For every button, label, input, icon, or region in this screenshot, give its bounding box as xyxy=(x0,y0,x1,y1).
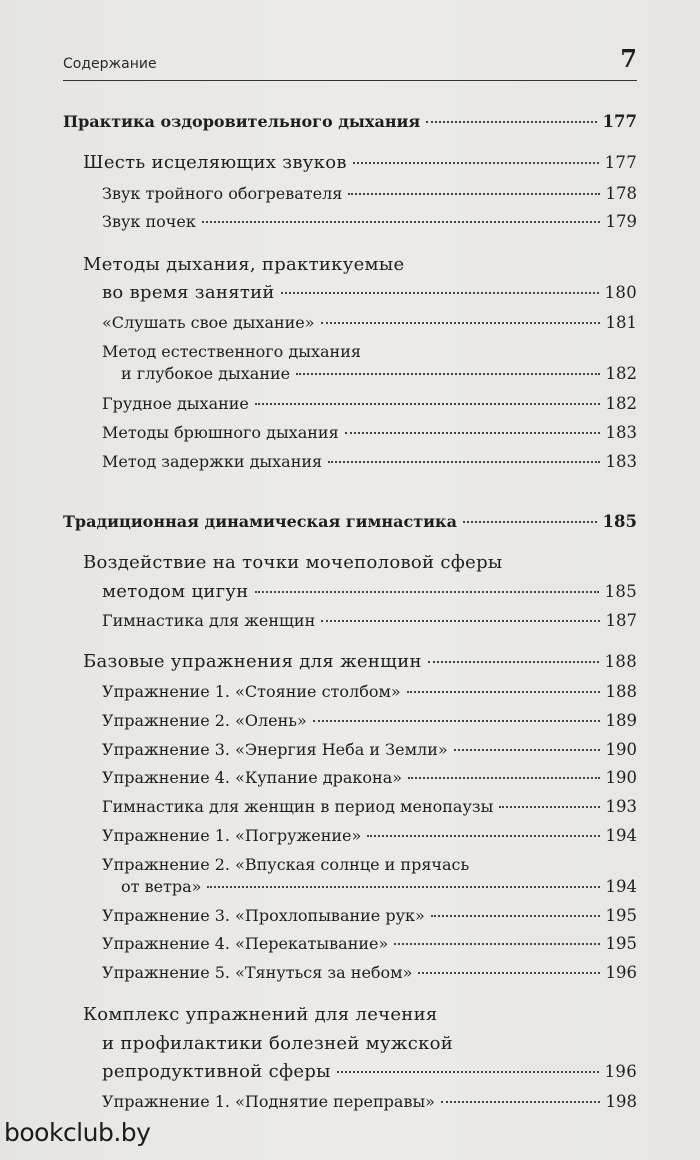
toc-entry-title: методом цигун xyxy=(102,581,249,602)
toc-entry-title: Упражнение 2. «Олень» xyxy=(102,711,307,730)
dot-leader xyxy=(313,720,600,722)
dot-leader xyxy=(296,373,599,375)
toc-entry-item[interactable] xyxy=(63,611,637,630)
toc-entry-title: Звук почек xyxy=(102,212,196,231)
toc-entry-title-line: Метод естественного дыхания xyxy=(102,342,361,361)
toc-entry-item[interactable] xyxy=(63,423,637,442)
toc-entry-title: Шесть исцеляющих звуков xyxy=(83,152,347,173)
page-number: 7 xyxy=(620,44,637,73)
dot-leader xyxy=(321,620,599,622)
dot-leader xyxy=(441,1101,600,1103)
toc-entry-item[interactable] xyxy=(63,877,637,896)
toc-entry-item[interactable] xyxy=(63,364,637,383)
toc-entry-title: Упражнение 4. «Перекатывание» xyxy=(102,934,389,953)
toc-entry-title-line: Методы дыхания, практикуемые xyxy=(83,254,405,275)
dot-leader xyxy=(328,461,599,463)
dot-leader xyxy=(321,322,600,324)
toc-entry-item[interactable] xyxy=(63,452,637,471)
toc-entry-page: 181 xyxy=(605,313,637,332)
dot-leader xyxy=(367,835,599,837)
toc-entry-page: 178 xyxy=(605,184,637,203)
dot-leader xyxy=(499,806,599,808)
toc-entry-item[interactable] xyxy=(63,711,637,730)
toc-entry-page: 182 xyxy=(605,394,637,413)
toc-entry-page: 196 xyxy=(605,963,637,982)
toc-entry-title: Грудное дыхание xyxy=(102,394,249,413)
dot-leader xyxy=(463,521,597,523)
dot-leader xyxy=(281,292,599,294)
toc-entry-title: Метод задержки дыхания xyxy=(102,452,323,471)
toc-entry-subsection[interactable] xyxy=(63,1061,637,1082)
toc-entry-item[interactable] xyxy=(63,1092,637,1111)
toc-entry-title: Традиционная динамическая гимнастика xyxy=(63,512,457,531)
watermark-text: bookclub.by xyxy=(4,1118,151,1147)
toc-entry-item[interactable] xyxy=(63,797,637,816)
dot-leader xyxy=(407,691,600,693)
toc-entry-page: 190 xyxy=(605,740,637,759)
dot-leader xyxy=(345,432,600,434)
toc-entry-title: Гимнастика для женщин в период менопаузы xyxy=(102,797,494,816)
toc-entry-title: Гимнастика для женщин xyxy=(102,611,316,630)
dot-leader xyxy=(255,591,599,593)
toc-entry-title: Упражнение 5. «Тянуться за небом» xyxy=(102,963,413,982)
dot-leader xyxy=(408,777,599,779)
toc-entry-title: от ветра» xyxy=(121,877,202,896)
toc-entry-title: репродуктивной сферы xyxy=(102,1061,331,1082)
toc-entry-item[interactable] xyxy=(63,768,637,787)
toc-entry-item[interactable] xyxy=(63,184,637,203)
toc-entry-page: 185 xyxy=(604,582,637,601)
toc-entry-page: 193 xyxy=(605,797,637,816)
toc-entry-title: Звук тройного обогревателя xyxy=(102,184,343,203)
toc-entry-page: 194 xyxy=(605,826,637,845)
toc-entry-item[interactable] xyxy=(63,906,637,925)
toc-entry-subsection[interactable] xyxy=(63,651,637,672)
toc-entry-title: Упражнение 3. «Прохлопывание рук» xyxy=(102,906,425,925)
toc-entry-title-line: Упражнение 2. «Впуская солнце и прячась xyxy=(102,855,470,874)
toc-entry-title: Базовые упражнения для женщин xyxy=(83,651,422,672)
toc-entry-page: 180 xyxy=(604,283,637,302)
toc-entry-page: 177 xyxy=(604,153,637,172)
toc-entry-page: 195 xyxy=(605,906,637,925)
toc-entry-page: 179 xyxy=(605,212,637,231)
toc-entry-title: во время занятий xyxy=(102,282,275,303)
dot-leader xyxy=(394,943,599,945)
dot-leader xyxy=(418,972,599,974)
dot-leader xyxy=(348,193,599,195)
toc-entry-page: 195 xyxy=(605,934,637,953)
toc-entry-page: 190 xyxy=(605,768,637,787)
dot-leader xyxy=(353,162,599,164)
dot-leader xyxy=(255,403,600,405)
dot-leader xyxy=(426,121,596,123)
toc-entry-page: 188 xyxy=(604,652,637,671)
toc-entry-page: 183 xyxy=(605,423,637,442)
toc-entry-item[interactable] xyxy=(63,682,637,701)
toc-entry-page: 194 xyxy=(605,877,637,896)
toc-entry-page: 187 xyxy=(605,611,637,630)
toc-entry-item[interactable] xyxy=(63,313,637,332)
toc-entry-page: 198 xyxy=(605,1092,637,1111)
toc-entry-subsection[interactable] xyxy=(63,282,637,303)
running-header-title: Содержание xyxy=(63,56,157,72)
toc-entry-page: 185 xyxy=(602,512,637,531)
toc-entry-title-line: и профилактики болезней мужской xyxy=(102,1033,454,1054)
toc-entry-page: 196 xyxy=(604,1062,637,1081)
dot-leader xyxy=(337,1071,599,1073)
toc-entry-title: Упражнение 4. «Купание дракона» xyxy=(102,768,403,787)
dot-leader xyxy=(202,221,600,223)
dot-leader xyxy=(454,749,600,751)
toc-entry-item[interactable] xyxy=(63,826,637,845)
toc-entry-subsection[interactable] xyxy=(63,581,637,602)
toc-entry-item[interactable] xyxy=(63,934,637,953)
toc-entry-page: 188 xyxy=(605,682,637,701)
toc-entry-page: 182 xyxy=(605,364,637,383)
toc-entry-title: Методы брюшного дыхания xyxy=(102,423,339,442)
toc-entry-title-line: Комплекс упражнений для лечения xyxy=(83,1004,438,1025)
toc-entry-title: Упражнение 1. «Погружение» xyxy=(102,826,362,845)
dot-leader xyxy=(207,886,599,888)
toc-entry-title: Практика оздоровительного дыхания xyxy=(63,112,421,131)
toc-entry-title: Упражнение 1. «Поднятие переправы» xyxy=(102,1092,435,1111)
toc-entry-page: 177 xyxy=(602,112,637,131)
toc-entry-title: «Слушать свое дыхание» xyxy=(102,313,315,332)
header-divider xyxy=(63,80,637,81)
toc-entry-item[interactable] xyxy=(63,212,637,231)
toc-entry-page: 183 xyxy=(605,452,637,471)
toc-entry-section[interactable] xyxy=(63,512,637,531)
dot-leader xyxy=(431,915,600,917)
dot-leader xyxy=(428,661,599,663)
toc-entry-title-line: Воздействие на точки мочеполовой сферы xyxy=(83,552,503,573)
toc-entry-item[interactable] xyxy=(63,963,637,982)
toc-entry-title: Упражнение 1. «Стояние столбом» xyxy=(102,682,401,701)
toc-entry-item[interactable] xyxy=(63,740,637,759)
toc-entry-item[interactable] xyxy=(63,394,637,413)
toc-entry-subsection[interactable] xyxy=(63,152,637,173)
toc-entry-page: 189 xyxy=(605,711,637,730)
toc-entry-title: и глубокое дыхание xyxy=(121,364,291,383)
toc-entry-section[interactable] xyxy=(63,112,637,131)
toc-entry-title: Упражнение 3. «Энергия Неба и Земли» xyxy=(102,740,448,759)
